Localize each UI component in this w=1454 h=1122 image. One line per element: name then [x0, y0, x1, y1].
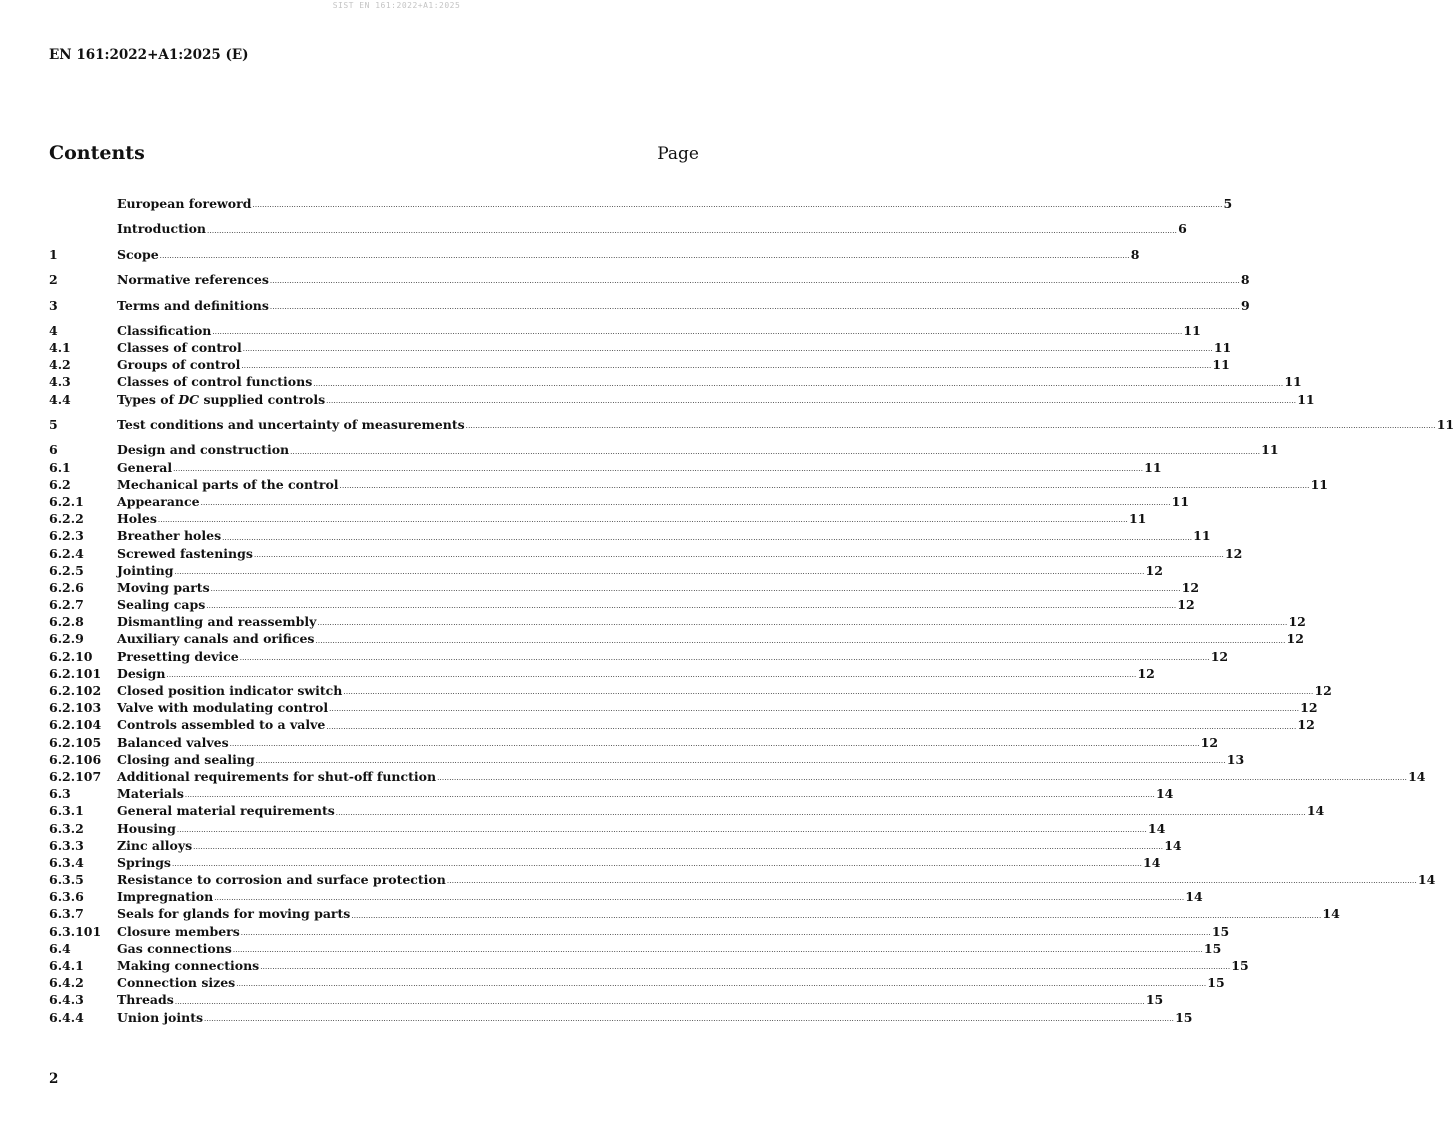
toc-entry[interactable]	[49, 391, 1315, 408]
toc-entry[interactable]	[49, 246, 1140, 263]
toc-entry-page: 11	[1284, 374, 1302, 390]
toc-dot-leader: ................................................................................................................................................................................................................................................................................................................................................................................................................	[174, 997, 1145, 1006]
toc-entry-number: 6.4.4	[49, 1009, 84, 1025]
toc-entry-title: Mechanical parts of the control	[117, 476, 339, 492]
toc-dot-leader: ................................................................................................................................................................................................................................................................................................................................................................................................................	[157, 516, 1128, 525]
toc-dot-leader: ................................................................................................................................................................................................................................................................................................................................................................................................................	[176, 825, 1147, 834]
toc-dot-leader: ................................................................................................................................................................................................................................................................................................................................................................................................................	[242, 345, 1213, 354]
toc-dot-leader: ................................................................................................................................................................................................................................................................................................................................................................................................................	[313, 379, 1284, 388]
toc-dot-leader: ................................................................................................................................................................................................................................................................................................................................................................................................................	[193, 842, 1164, 851]
toc-dot-leader: ................................................................................................................................................................................................................................................................................................................................................................................................................	[255, 756, 1226, 765]
toc-entry[interactable]	[49, 802, 1325, 819]
toc-entry-number: 6.3	[49, 786, 71, 802]
toc-entry-page: 11	[1310, 476, 1328, 492]
toc-entry-page: 14	[1417, 872, 1436, 888]
toc-dot-leader: ................................................................................................................................................................................................................................................................................................................................................................................................................	[315, 636, 1286, 645]
toc-entry-title: Closed position indicator switch	[117, 683, 343, 698]
toc-entry[interactable]	[49, 630, 1304, 647]
toc-entry[interactable]	[49, 441, 1279, 458]
toc-entry[interactable]	[49, 699, 1318, 716]
toc-entry-number: 6.2	[49, 476, 71, 492]
toc-entry-page: 15	[1203, 940, 1222, 956]
toc-dot-leader: ................................................................................................................................................................................................................................................................................................................................................................................................................	[260, 963, 1231, 972]
toc-entry-page: 12	[1288, 614, 1306, 630]
toc-entry[interactable]	[49, 871, 1436, 888]
toc-entry-number: 6.2.102	[49, 683, 102, 698]
toc-entry-page: 11	[1261, 442, 1279, 458]
toc-entry-page: 8	[1130, 246, 1140, 262]
toc-entry-title: Scope	[117, 246, 159, 262]
toc-entry-title: Closing and sealing	[117, 751, 255, 767]
toc-entry-number: 3	[49, 297, 58, 313]
toc-entry[interactable]	[49, 905, 1340, 922]
toc-entry-page: 11	[1212, 357, 1230, 373]
toc-entry-number: 5	[49, 417, 58, 432]
toc-entry-title: Impregnation	[117, 889, 214, 905]
toc-entry-page: 12	[1181, 579, 1200, 595]
toc-entry-number: 6.2.2	[49, 511, 84, 527]
table-of-contents	[49, 195, 1454, 1026]
toc-dot-leader: ................................................................................................................................................................................................................................................................................................................................................................................................................	[232, 946, 1203, 954]
toc-dot-leader: ................................................................................................................................................................................................................................................................................................................................................................................................................	[241, 362, 1212, 371]
toc-entry-title: Threads	[117, 992, 174, 1008]
toc-entry-number: 6.2.106	[49, 751, 102, 767]
toc-entry-page: 11	[1193, 528, 1211, 544]
toc-entry-number: 6.3.101	[49, 923, 102, 939]
toc-dot-leader: ................................................................................................................................................................................................................................................................................................................................................................................................................	[326, 396, 1297, 405]
toc-entry-title: European foreword	[117, 196, 252, 211]
toc-entry-title: Breather holes	[117, 528, 222, 544]
toc-entry[interactable]	[49, 716, 1315, 733]
toc-dot-leader: ................................................................................................................................................................................................................................................................................................................................................................................................................	[207, 226, 1178, 235]
toc-entry[interactable]	[49, 820, 1166, 837]
toc-entry-number: 6.3.7	[49, 906, 84, 922]
toc-entry[interactable]	[49, 271, 1250, 288]
toc-entry[interactable]	[49, 940, 1222, 957]
toc-entry-title: Classification	[117, 322, 212, 338]
toc-entry-title: Classes of control	[117, 340, 242, 356]
toc-entry-title: Valve with modulating control	[117, 700, 329, 716]
toc-dot-leader: ................................................................................................................................................................................................................................................................................................................................................................................................................	[174, 567, 1145, 576]
contents-heading	[49, 142, 699, 164]
toc-entry[interactable]	[49, 373, 1302, 390]
toc-entry[interactable]	[49, 837, 1182, 854]
toc-entry[interactable]	[49, 923, 1230, 940]
toc-dot-leader: ................................................................................................................................................................................................................................................................................................................................................................................................................	[184, 791, 1155, 800]
toc-entry-page: 15	[1145, 992, 1164, 1008]
toc-entry-number: 6.2.6	[49, 579, 84, 595]
watermark: SIST EN 161:2022+A1:2025	[332, 1, 461, 10]
toc-entry-page: 12	[1224, 545, 1243, 561]
toc-dot-leader: ................................................................................................................................................................................................................................................................................................................................................................................................................	[343, 688, 1314, 697]
toc-entry-title: Test conditions and uncertainty of measurements	[117, 417, 465, 432]
toc-entry-title: Appearance	[117, 493, 200, 509]
page-number: 2	[49, 1071, 59, 1087]
toc-dot-leader: ................................................................................................................................................................................................................................................................................................................................................................................................................	[253, 550, 1224, 559]
toc-dot-leader: ................................................................................................................................................................................................................................................................................................................................................................................................................	[329, 705, 1300, 714]
toc-entry-number: 6.4.1	[49, 958, 84, 973]
toc-entry-title: Groups of control	[117, 357, 241, 373]
toc-entry[interactable]	[49, 579, 1200, 596]
toc-dot-leader: ................................................................................................................................................................................................................................................................................................................................................................................................................	[166, 671, 1137, 679]
toc-entry-number: 6.3.2	[49, 820, 84, 836]
toc-entry-title: Moving parts	[117, 579, 210, 595]
toc-entry-title: Classes of control functions	[117, 374, 313, 390]
toc-entry-number: 6.2.5	[49, 562, 84, 578]
toc-entry-page: 14	[1143, 854, 1161, 870]
toc-entry-number: 4.1	[49, 340, 71, 356]
toc-entry-page: 15	[1175, 1009, 1193, 1025]
toc-dot-leader: ................................................................................................................................................................................................................................................................................................................................................................................................................	[269, 302, 1240, 311]
toc-entry-page: 5	[1223, 196, 1233, 211]
toc-entry[interactable]	[49, 665, 1155, 682]
toc-entry-title: Design and construction	[117, 442, 290, 458]
toc-entry[interactable]	[49, 957, 1249, 974]
toc-entry-number: 6.3.5	[49, 872, 84, 888]
toc-entry-page: 12	[1210, 648, 1229, 664]
toc-dot-leader: ................................................................................................................................................................................................................................................................................................................................................................................................................	[210, 585, 1181, 594]
toc-dot-leader: ................................................................................................................................................................................................................................................................................................................................................................................................................	[437, 774, 1408, 783]
toc-entry-title: Materials	[117, 786, 184, 802]
toc-entry-page: 13	[1226, 751, 1245, 767]
toc-dot-leader: ................................................................................................................................................................................................................................................................................................................................................................................................................	[339, 481, 1310, 490]
toc-dot-leader: ................................................................................................................................................................................................................................................................................................................................................................................................................	[240, 928, 1211, 937]
toc-entry[interactable]	[49, 854, 1161, 871]
toc-entry-page: 15	[1207, 975, 1225, 991]
toc-entry-number: 1	[49, 246, 58, 262]
toc-entry-number: 6.2.105	[49, 734, 102, 750]
toc-entry[interactable]	[49, 339, 1232, 356]
toc-entry[interactable]	[49, 682, 1332, 699]
toc-entry-number: 4.3	[49, 374, 71, 390]
toc-entry-number: 4.4	[49, 391, 71, 407]
toc-entry-title: Controls assembled to a valve	[117, 717, 326, 733]
toc-entry[interactable]	[49, 416, 1454, 433]
toc-entry-number: 4	[49, 322, 58, 338]
toc-entry[interactable]	[49, 768, 1426, 785]
toc-entry-number: 4.2	[49, 357, 71, 373]
toc-entry-page: 11	[1297, 391, 1315, 407]
toc-entry-number: 6.3.1	[49, 803, 84, 819]
toc-entry-title: Screwed fastenings	[117, 545, 253, 561]
toc-dot-leader: ................................................................................................................................................................................................................................................................................................................................................................................................................	[206, 602, 1177, 611]
toc-entry[interactable]	[49, 751, 1245, 768]
toc-dot-leader: ................................................................................................................................................................................................................................................................................................................................................................................................................	[465, 422, 1436, 431]
toc-entry-number: 6.2.1	[49, 493, 84, 509]
toc-entry-title: Connection sizes	[117, 975, 236, 991]
toc-dot-leader: ................................................................................................................................................................................................................................................................................................................................................................................................................	[326, 722, 1297, 731]
toc-dot-leader: ................................................................................................................................................................................................................................................................................................................................................................................................................	[317, 619, 1288, 628]
toc-entry-page: 12	[1300, 700, 1318, 716]
toc-dot-leader: ................................................................................................................................................................................................................................................................................................................................................................................................................	[236, 980, 1207, 989]
toc-dot-leader: ................................................................................................................................................................................................................................................................................................................................................................................................................	[229, 739, 1200, 748]
toc-entry-title: General material requirements	[117, 803, 335, 819]
toc-dot-leader: ................................................................................................................................................................................................................................................................................................................................................................................................................	[335, 808, 1306, 817]
toc-entry-page: 12	[1145, 562, 1163, 578]
toc-entry-number: 6.3.4	[49, 854, 84, 870]
toc-entry-page: 14	[1322, 906, 1340, 922]
toc-dot-leader: ................................................................................................................................................................................................................................................................................................................................................................................................................	[214, 894, 1185, 903]
toc-entry-page: 15	[1231, 958, 1249, 973]
toc-entry[interactable]	[49, 991, 1164, 1008]
toc-entry-number: 6.4	[49, 940, 71, 956]
toc-entry-title: Jointing	[117, 562, 174, 578]
toc-entry-number: 6.2.3	[49, 528, 84, 544]
toc-entry-title: Resistance to corrosion and surface protection	[117, 872, 446, 888]
toc-entry-page: 14	[1306, 803, 1325, 819]
toc-entry-title: Introduction	[117, 221, 207, 237]
toc-entry-title: Gas connections	[117, 940, 232, 956]
toc-dot-leader: ................................................................................................................................................................................................................................................................................................................................................................................................................	[269, 277, 1240, 286]
toc-dot-leader: ................................................................................................................................................................................................................................................................................................................................................................................................................	[446, 877, 1417, 886]
toc-dot-leader: ................................................................................................................................................................................................................................................................................................................................................................................................................	[351, 911, 1322, 920]
toc-entry-number: 6.2.103	[49, 700, 102, 716]
toc-entry[interactable]	[49, 195, 1233, 212]
toc-dot-leader: ................................................................................................................................................................................................................................................................................................................................................................................................................	[204, 1014, 1175, 1023]
toc-entry-title: Zinc alloys	[117, 837, 193, 853]
toc-entry-title: Design	[117, 665, 166, 681]
toc-entry-page: 11	[1128, 511, 1147, 527]
toc-dot-leader: ................................................................................................................................................................................................................................................................................................................................................................................................................	[212, 328, 1183, 337]
toc-entry[interactable]	[49, 1009, 1193, 1026]
toc-entry-number: 6.3.6	[49, 889, 84, 905]
toc-entry-page: 12	[1200, 734, 1219, 750]
toc-entry-page: 12	[1297, 717, 1315, 733]
toc-dot-leader: ................................................................................................................................................................................................................................................................................................................................................................................................................	[239, 653, 1210, 662]
contents-title: Contents	[49, 142, 145, 164]
toc-entry[interactable]	[49, 545, 1243, 562]
toc-entry-page: 9	[1240, 297, 1250, 313]
toc-entry[interactable]	[49, 297, 1250, 314]
toc-entry-title: Sealing caps	[117, 597, 206, 613]
toc-entry[interactable]	[49, 476, 1328, 493]
toc-entry-title: Terms and definitions	[117, 297, 269, 313]
toc-entry-page: 11	[1213, 340, 1232, 356]
toc-entry-page: 14	[1185, 889, 1203, 905]
toc-entry[interactable]	[49, 527, 1211, 544]
toc-entry[interactable]	[49, 220, 1187, 237]
toc-entry-number: 2	[49, 272, 58, 288]
toc-entry[interactable]	[49, 974, 1225, 991]
toc-entry-page: 14	[1155, 786, 1174, 802]
page-column-label: Page	[657, 144, 699, 164]
toc-entry-number: 6	[49, 442, 58, 458]
toc-entry-page: 12	[1177, 597, 1195, 613]
toc-entry[interactable]	[49, 510, 1147, 527]
toc-entry-title: Springs	[117, 854, 171, 870]
toc-entry-title: Presetting device	[117, 648, 239, 664]
toc-dot-leader: ................................................................................................................................................................................................................................................................................................................................................................................................................	[173, 464, 1144, 473]
toc-entry[interactable]	[49, 734, 1219, 751]
toc-entry-page: 12	[1314, 683, 1332, 698]
toc-entry[interactable]	[49, 562, 1163, 579]
toc-entry-page: 11	[1183, 322, 1201, 338]
toc-entry-title: Holes	[117, 511, 157, 527]
toc-entry-page: 11	[1144, 459, 1162, 475]
document-identifier: EN 161:2022+A1:2025 (E)	[49, 47, 249, 63]
toc-entry-page: 15	[1211, 923, 1230, 939]
toc-entry[interactable]	[49, 613, 1306, 630]
toc-entry-number: 6.2.107	[49, 768, 102, 784]
toc-entry-title: Housing	[117, 820, 176, 836]
toc-entry-page: 11	[1171, 493, 1190, 509]
toc-entry-page: 11	[1436, 417, 1454, 432]
toc-entry-title: Auxiliary canals and orifices	[117, 631, 315, 647]
toc-entry[interactable]	[49, 596, 1195, 613]
toc-entry-number: 6.2.8	[49, 614, 84, 630]
toc-entry-title: General	[117, 459, 173, 475]
toc-entry-page: 14	[1164, 837, 1182, 853]
toc-entry-number: 6.3.3	[49, 837, 84, 853]
toc-entry-number: 6.2.101	[49, 665, 102, 681]
toc-entry-title: Closure members	[117, 923, 240, 939]
toc-entry-number: 6.2.9	[49, 631, 84, 647]
toc-entry-title: Types of DC supplied controls	[117, 391, 326, 407]
toc-entry-number: 6.4.3	[49, 992, 84, 1008]
toc-entry-title: Making connections	[117, 958, 260, 973]
toc-entry[interactable]	[49, 785, 1174, 802]
toc-entry-number: 6.4.2	[49, 975, 84, 991]
toc-entry-title: Seals for glands for moving parts	[117, 906, 351, 922]
toc-entry-page: 8	[1240, 272, 1250, 288]
toc-entry[interactable]	[49, 648, 1229, 665]
toc-dot-leader: ................................................................................................................................................................................................................................................................................................................................................................................................................	[171, 860, 1143, 869]
toc-entry-page: 6	[1178, 221, 1187, 237]
toc-entry-title: Union joints	[117, 1009, 204, 1025]
toc-entry-number: 6.1	[49, 459, 71, 475]
toc-entry-number: 6.2.4	[49, 545, 84, 561]
toc-entry[interactable]	[49, 356, 1230, 373]
toc-entry-number: 6.2.104	[49, 717, 102, 733]
toc-dot-leader: ................................................................................................................................................................................................................................................................................................................................................................................................................	[159, 251, 1130, 260]
toc-entry[interactable]	[49, 888, 1203, 905]
toc-entry[interactable]	[49, 322, 1201, 339]
toc-entry-page: 14	[1147, 820, 1166, 836]
toc-dot-leader: ................................................................................................................................................................................................................................................................................................................................................................................................................	[222, 533, 1193, 542]
toc-entry-number: 6.2.7	[49, 597, 84, 613]
toc-entry-title: Balanced valves	[117, 734, 229, 750]
toc-entry-number: 6.2.10	[49, 648, 93, 664]
toc-dot-leader: ................................................................................................................................................................................................................................................................................................................................................................................................................	[290, 447, 1261, 456]
toc-entry-title: Normative references	[117, 272, 269, 288]
toc-entry-page: 14	[1408, 768, 1426, 784]
toc-entry-title: Dismantling and reassembly	[117, 614, 317, 630]
toc-entry[interactable]	[49, 459, 1162, 476]
toc-entry-title: Additional requirements for shut-off function	[117, 768, 437, 784]
toc-entry[interactable]	[49, 493, 1190, 510]
toc-dot-leader: ................................................................................................................................................................................................................................................................................................................................................................................................................	[252, 201, 1223, 210]
toc-dot-leader: ................................................................................................................................................................................................................................................................................................................................................................................................................	[200, 499, 1171, 508]
toc-entry-page: 12	[1286, 631, 1304, 647]
toc-entry-page: 12	[1137, 665, 1155, 681]
